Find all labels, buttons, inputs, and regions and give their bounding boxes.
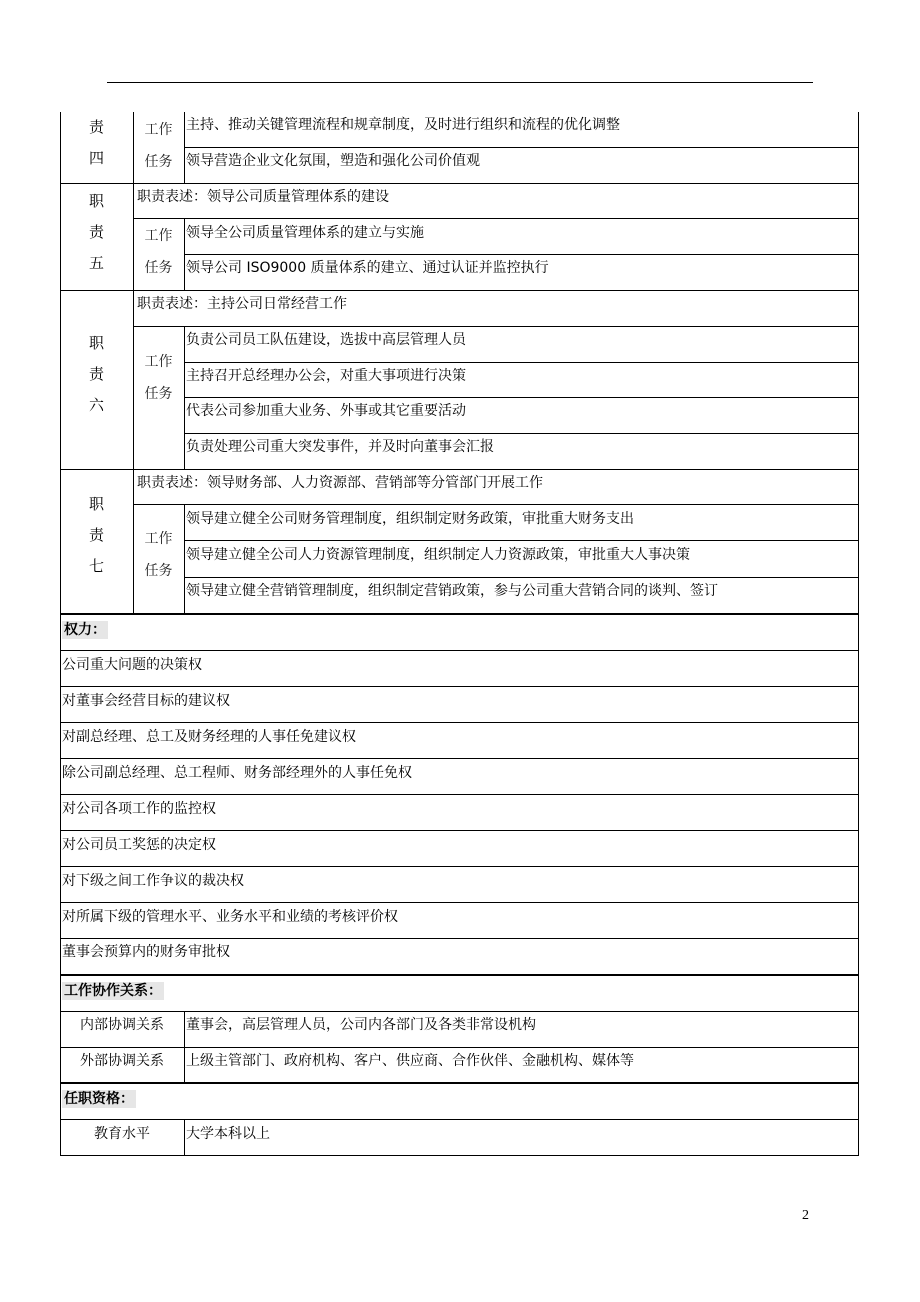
page-number: 2 <box>802 1208 809 1223</box>
duty7-statement: 职责表述：领导财务部、人力资源部、营销部等分管部门开展工作 <box>137 475 543 491</box>
internal-relation-label: 内部协调关系 <box>80 1017 164 1033</box>
external-relation-label: 外部协调关系 <box>80 1053 164 1069</box>
duty5-statement: 职责表述：领导公司质量管理体系的建设 <box>137 189 389 205</box>
duty4-task-label: 工作 任务 <box>144 122 173 170</box>
authority-item: 对下级之间工作争议的裁决权 <box>62 873 244 889</box>
duty6-task-1: 负责公司员工队伍建设，选拔中高层管理人员 <box>186 332 466 348</box>
duty5-task-1: 领导全公司质量管理体系的建立与实施 <box>186 225 424 241</box>
duty6-task-3: 代表公司参加重大业务、外事或其它重要活动 <box>186 403 466 419</box>
duty6-task-label: 工作 任务 <box>144 354 173 402</box>
internal-relation-value: 董事会，高层管理人员，公司内各部门及各类非常设机构 <box>186 1017 536 1033</box>
qualification-heading: 任职资格： <box>64 1091 134 1107</box>
authority-item: 对副总经理、总工及财务经理的人事任免建议权 <box>62 729 356 745</box>
duty4-task-1: 主持、推动关键管理流程和规章制度，及时进行组织和流程的优化调整 <box>186 117 620 133</box>
duty7-label: 职 责 七 <box>88 495 104 575</box>
authority-item: 对公司员工奖惩的决定权 <box>62 837 216 853</box>
duty6-task-2: 主持召开总经理办公会，对重大事项进行决策 <box>186 368 466 384</box>
duty4-label: 责 四 <box>88 118 104 167</box>
duty7-task-2: 领导建立健全公司人力资源管理制度，组织制定人力资源政策，审批重大人事决策 <box>186 547 690 563</box>
duty4-task-2: 领导营造企业文化氛围，塑造和强化公司价值观 <box>186 153 480 169</box>
cooperation-heading: 工作协作关系： <box>64 983 162 999</box>
header-rule <box>107 82 813 83</box>
duty6-task-4: 负责处理公司重大突发事件，并及时向董事会汇报 <box>186 439 494 455</box>
duty7-task-3: 领导建立健全营销管理制度，组织制定营销政策，参与公司重大营销合同的谈判、签订 <box>186 583 718 599</box>
duty5-task-label: 工作 任务 <box>144 228 173 276</box>
duty5-label: 职 责 五 <box>88 192 104 272</box>
external-relation-value: 上级主管部门、政府机构、客户、供应商、合作伙伴、金融机构、媒体等 <box>186 1053 634 1069</box>
duty6-label: 职 责 六 <box>88 334 104 414</box>
authority-item: 对公司各项工作的监控权 <box>62 801 216 817</box>
authority-item: 除公司副总经理、总工程师、财务部经理外的人事任免权 <box>62 765 412 781</box>
education-label: 教育水平 <box>94 1126 150 1142</box>
duty7-task-label: 工作 任务 <box>144 531 173 579</box>
duty5-task-2: 领导公司 ISO9000 质量体系的建立、通过认证并监控执行 <box>186 260 549 276</box>
education-value: 大学本科以上 <box>186 1126 270 1142</box>
authority-item: 对董事会经营目标的建议权 <box>62 693 230 709</box>
authority-item: 公司重大问题的决策权 <box>62 657 202 673</box>
duty7-task-1: 领导建立健全公司财务管理制度，组织制定财务政策，审批重大财务支出 <box>186 511 634 527</box>
authority-item: 对所属下级的管理水平、业务水平和业绩的考核评价权 <box>62 909 398 925</box>
duty6-statement: 职责表述：主持公司日常经营工作 <box>137 296 347 312</box>
authority-heading: 权力： <box>64 622 106 638</box>
authority-item: 董事会预算内的财务审批权 <box>62 944 230 960</box>
